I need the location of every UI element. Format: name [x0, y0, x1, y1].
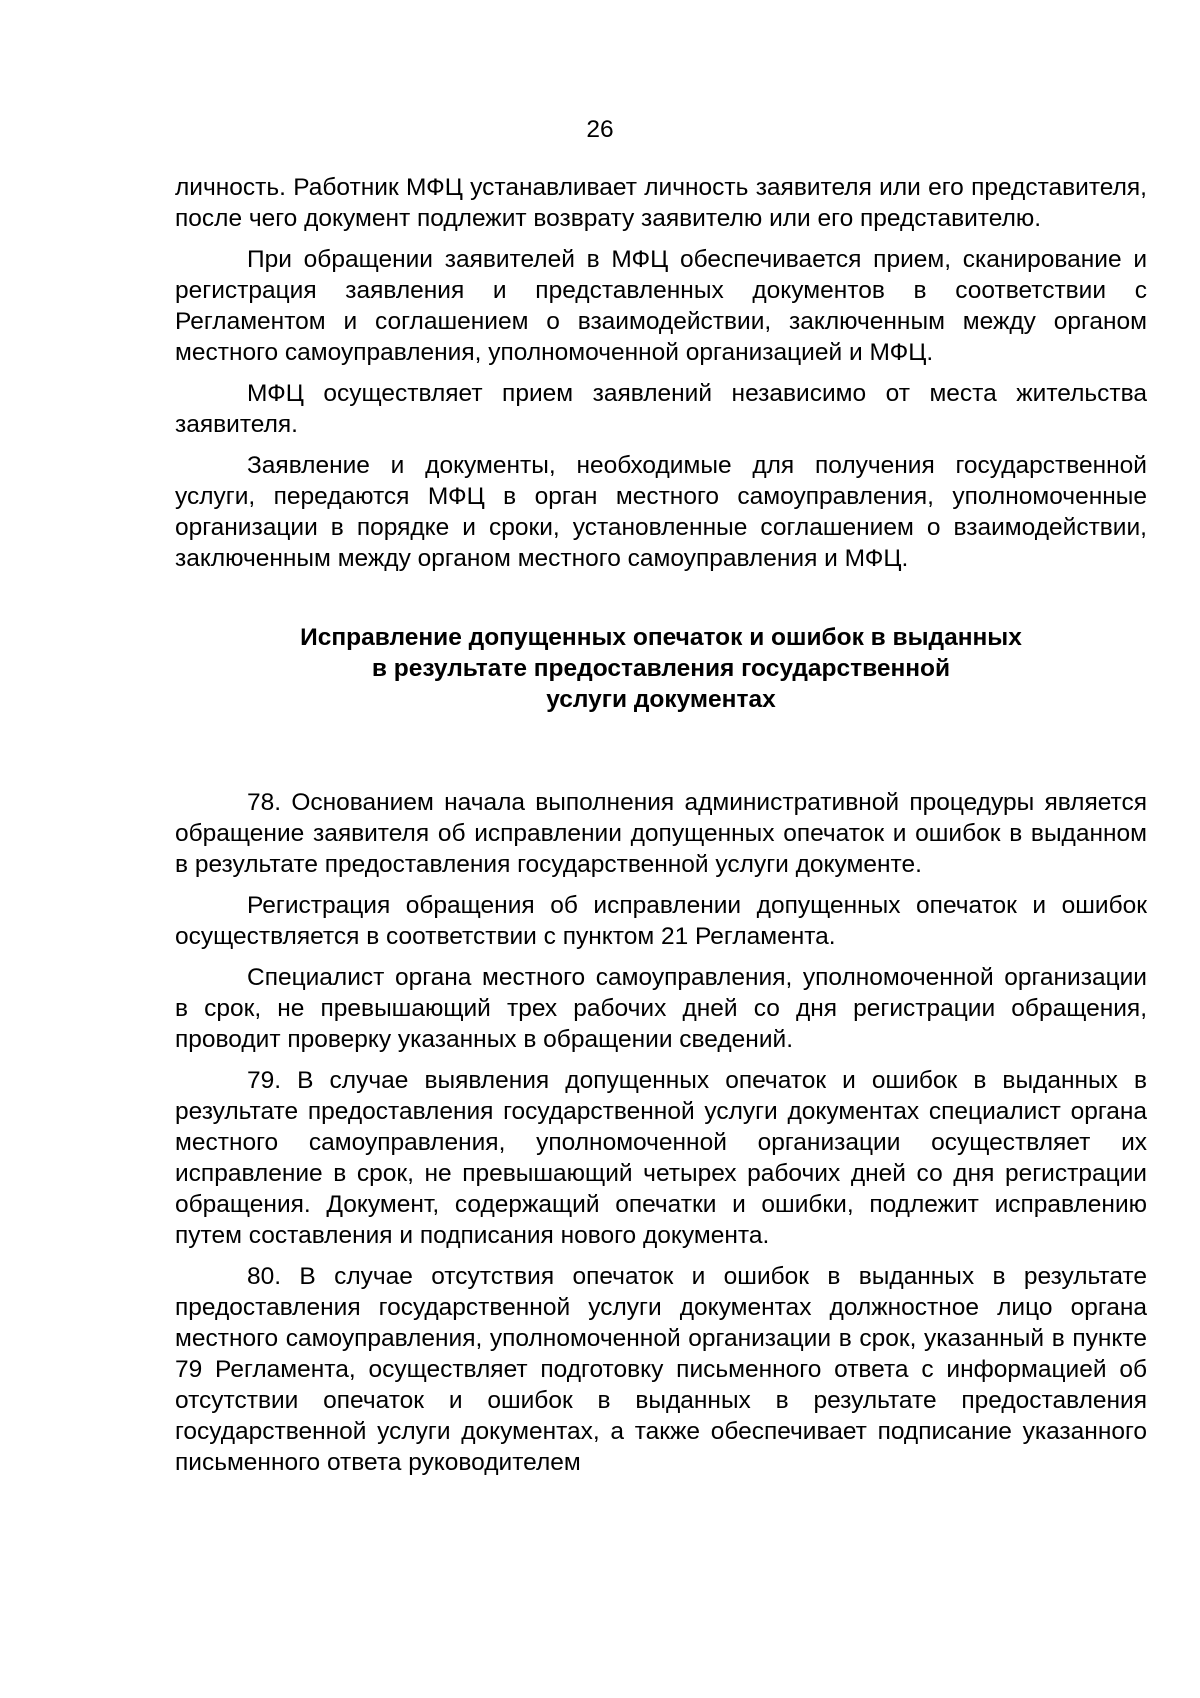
paragraph-78: 78. Основанием начала выполнения административной процедуры является обращение заявителя об исправлении допущенных опечаток и ошибок в выданном в результате предоставления государственной услуги документе.: [175, 789, 1147, 878]
paragraph-mfc-reception: При обращении заявителей в МФЦ обеспечивается прием, сканирование и регистрация заявления и представленных документов в соответствии с Регламентом и соглашением о взаимодействии, заключенным между органом местного самоуправления, уполномоченной организацией и МФЦ.: [175, 246, 1147, 366]
paragraph-continuation: личность. Работник МФЦ устанавливает личность заявителя или его представителя, после чего документ подлежит возврату заявителю или его представителю.: [175, 174, 1147, 232]
section-heading-line-3: услуги документах: [546, 686, 776, 713]
paragraph-80: 80. В случае отсутствия опечаток и ошибок в выданных в результате предоставления государственной услуги документах должностное лицо органа местного самоуправления, уполномоченной организации в срок, указанный в пункте 79 Регламента, осуществляет подготовку письменного ответа с информацией об отсутствии опечаток и ошибок в выданных в результате предоставления государственной услуги документах, а также обеспечивает подписание указанного письменного ответа руководителем: [175, 1263, 1147, 1476]
section-heading-line-2: в результате предоставления государственной: [371, 655, 951, 682]
paragraph-mfc-residence: МФЦ осуществляет прием заявлений независимо от места жительства заявителя.: [175, 380, 1147, 438]
document-body: [175, 172, 1147, 1488]
section-heading: [175, 622, 1147, 715]
paragraph-79: 79. В случае выявления допущенных опечаток и ошибок в выданных в результате предоставления государственной услуги документах специалист органа местного самоуправления, уполномоченной организации осуществляет их исправление в срок, не превышающий четырех рабочих дней со дня регистрации обращения. Документ, содержащий опечатки и ошибки, подлежит исправлению путем составления и подписания нового документа.: [175, 1067, 1147, 1249]
page-number: 26: [586, 116, 614, 143]
paragraph-mfc-transfer: Заявление и документы, необходимые для получения государственной услуги, передаются МФЦ в орган местного самоуправления, уполномоченные организации в порядке и сроки, установленные соглашением о взаимодействии, заключенным между органом местного самоуправления и МФЦ.: [175, 452, 1147, 572]
section-heading-line-1: Исправление допущенных опечаток и ошибок в выданных: [300, 624, 1022, 651]
paragraph-registration: Регистрация обращения об исправлении допущенных опечаток и ошибок осуществляется в соответствии с пунктом 21 Регламента.: [175, 892, 1147, 950]
paragraph-specialist-check: Специалист органа местного самоуправления, уполномоченной организации в срок, не превышающий трех рабочих дней со дня регистрации обращения, проводит проверку указанных в обращении сведений.: [175, 964, 1147, 1053]
